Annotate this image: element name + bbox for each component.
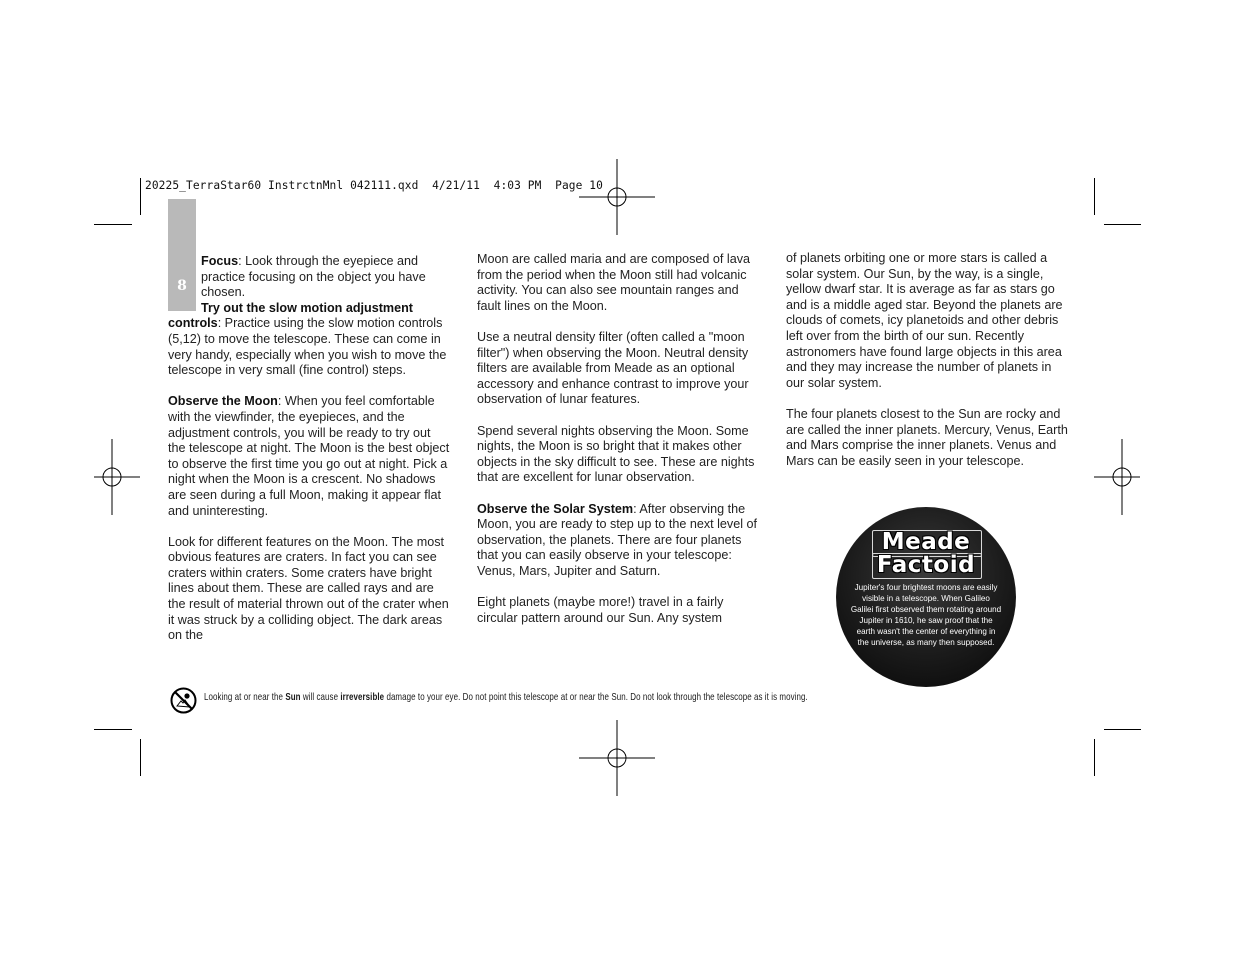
column-2	[477, 252, 759, 626]
observe-moon-paragraph	[168, 394, 450, 519]
crop-mark	[94, 729, 132, 730]
page-number: 8	[177, 278, 187, 294]
registration-mark-top	[579, 159, 655, 235]
slow-motion-paragraph	[168, 316, 450, 378]
moon-features-paragraph: Look for different features on the Moon. The most obvious features are craters. In fact you can see craters within craters. Some craters have bright lines about them. These are called rays and are the result of material thrown out of the crater when it was struck by a colliding object. The dark areas on the	[168, 534, 449, 643]
focus-paragraph	[168, 254, 450, 301]
slow-motion-text: : Practice using the slow motion controls (5,12) to move the telescope. These can come in very handy, especially when you wish to move the telescope in very small (fine control) steps.	[168, 316, 447, 378]
warning-text-part: damage to your eye. Do not point this telescope at or near the Sun. Do not look through the telescope as it is moving.	[384, 692, 808, 703]
warning-sun-word: Sun	[285, 692, 301, 703]
factoid-title-line1: Meade	[881, 529, 971, 555]
nights-paragraph: Spend several nights observing the Moon. Some nights, the Moon is so bright that it makes other objects in the sky difficult to see. These are nights that are excellent for lunar observation.	[477, 423, 755, 485]
focus-text: : Look through the eyepiece and practice focusing on the object you have chosen.	[201, 254, 426, 300]
registration-mark-left	[74, 439, 150, 515]
slug-line: 20225_TerraStar60 InstrctnMnl 042111.qxd 4/21/11 4:03 PM Page 10	[145, 179, 603, 192]
crop-mark	[94, 224, 132, 225]
factoid-text: Jupiter's four brightest moons are easily visible in a telescope. When Galileo Galilei first observed them rotating around Jupiter in 1610, he saw proof that the earth wasn't the center of everything in the universe, as many then supposed.	[850, 583, 1002, 647]
focus-label: Focus	[201, 254, 239, 268]
observe-moon-label: Observe the Moon	[168, 394, 278, 409]
slow-motion-label-a: Try out the slow motion adjustment	[201, 300, 414, 315]
column-3	[786, 251, 1068, 469]
solar-system-text: : After observing the Moon, you are ready to step up to the next level of observation, the planets. There are four planets that you can easily observe in your telescope: Venus, Mars, Jupiter and Saturn.	[477, 501, 758, 578]
column-1	[168, 254, 450, 644]
crop-mark	[140, 178, 141, 215]
slow-motion-heading	[168, 301, 450, 317]
crop-mark	[1094, 178, 1095, 215]
crop-mark	[1094, 739, 1095, 776]
observe-moon-text: : When you feel comfortable with the viewfinder, the eyepieces, and the adjustment controls, you will be ready to try out the telescope at night. The Moon is the best object to observe the first time you go out at night. Pick a night when the Moon is a crescent. No shadows are seen during a full Moon, making it appear flat and uninteresting.	[168, 394, 450, 518]
maria-paragraph: Moon are called maria and are composed of lava from the period when the Moon still had volcanic activity. You can also see mountain ranges and fault lines on the Moon.	[477, 252, 751, 313]
warning-text-part: will cause	[300, 692, 341, 703]
registration-mark-right	[1084, 439, 1160, 515]
factoid-title-line2: Factoid	[876, 552, 976, 578]
filter-paragraph: Use a neutral density filter (often called a "moon filter") when observing the Moon. Neutral density filters are available from Meade as an optional accessory and enhance contrast to improve your observation of lunar features.	[477, 329, 749, 407]
warning-irreversible-word: irreversible	[340, 692, 385, 703]
sun-warning-text	[204, 692, 808, 703]
eight-planets-paragraph: Eight planets (maybe more!) travel in a fairly circular pattern around our Sun. Any system	[477, 595, 724, 625]
solar-system-paragraph	[477, 502, 759, 580]
crop-mark	[1104, 224, 1141, 225]
solar-system-description: of planets orbiting one or more stars is called a solar system. Our Sun, by the way, is a single, yellow dwarf star. It is average as far as stars go and is a middle aged star. Beyond the planets are clouds of comets, icy planetoids and other debris left over from the birth of our sun. Recently astronomers have found large objects in this area and they may increase the number of planets in our solar system.	[786, 251, 1063, 390]
solar-system-label: Observe the Solar System	[477, 501, 634, 516]
meade-factoid-badge	[836, 507, 1016, 687]
no-sun-warning-icon	[170, 687, 197, 714]
slow-motion-label-b: controls	[168, 316, 218, 331]
crop-mark	[140, 739, 141, 776]
inner-planets-paragraph: The four planets closest to the Sun are rocky and are called the inner planets. Mercury, Venus, Earth and Mars comprise the inner planets. Venus and Mars can be easily seen in your telescope.	[786, 406, 1068, 468]
warning-text-part: Looking at or near the	[204, 692, 286, 703]
crop-mark	[1104, 729, 1141, 730]
registration-mark-bottom	[579, 720, 655, 796]
